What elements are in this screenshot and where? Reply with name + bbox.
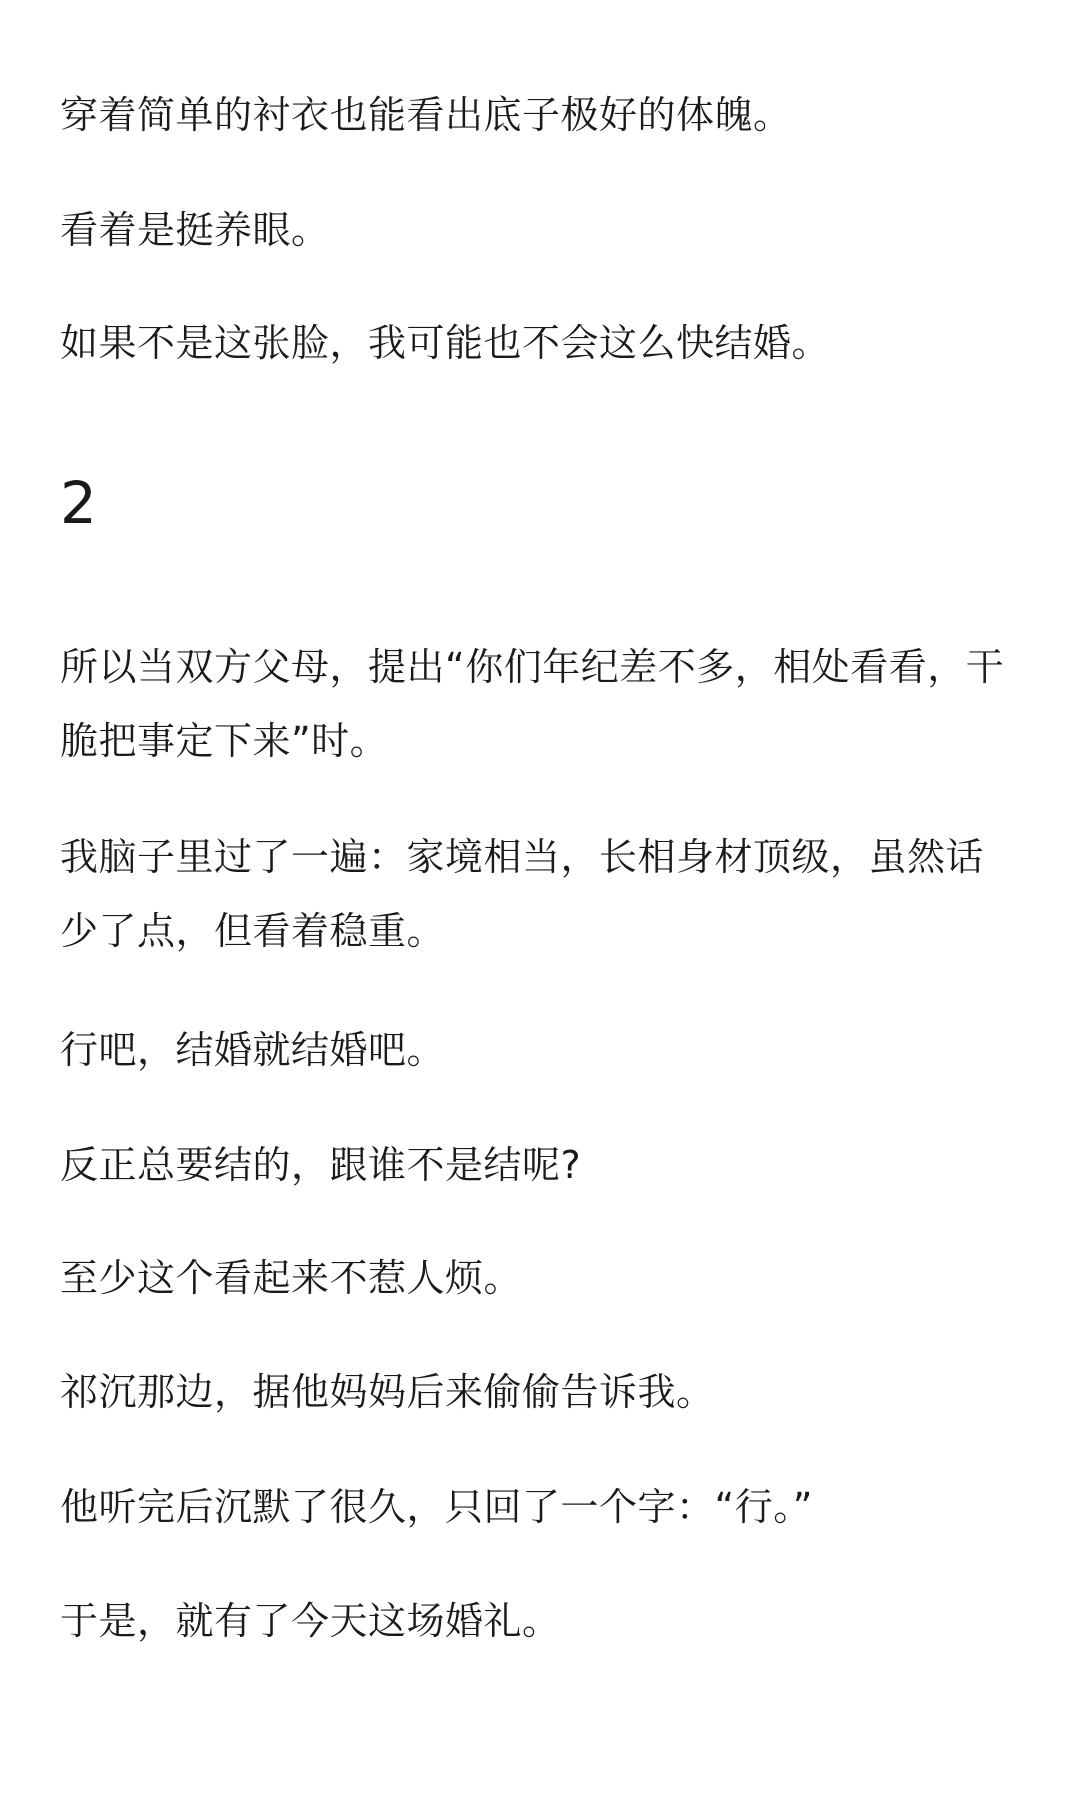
paragraph: 他听完后沉默了很久，只回了一个字：“行。” — [60, 1485, 813, 1529]
article-body — [60, 0, 1020, 1800]
paragraph: 行吧，结婚就结婚吧。 — [60, 1028, 446, 1072]
paragraph: 祁沉那边，据他妈妈后来偷偷告诉我。 — [60, 1370, 715, 1414]
paragraph: 如果不是这张脸，我可能也不会这么快结婚。 — [60, 321, 831, 365]
paragraph: 穿着简单的衬衣也能看出底子极好的体魄。 — [60, 93, 792, 137]
section-number-heading: 2 — [60, 469, 97, 537]
paragraph: 至少这个看起来不惹人烦。 — [60, 1256, 523, 1300]
paragraph: 我脑子里过了一遍：家境相当，长相身材顶级，虽然话少了点，但看着稳重。 — [60, 835, 985, 953]
paragraph: 于是，就有了今天这场婚礼。 — [60, 1599, 561, 1643]
paragraph: 所以当双方父母，提出“你们年纪差不多，相处看看，干脆把事定下来”时。 — [60, 645, 1005, 763]
paragraph: 看着是挺养眼。 — [60, 208, 330, 252]
paragraph: 反正总要结的，跟谁不是结呢? — [60, 1143, 582, 1187]
